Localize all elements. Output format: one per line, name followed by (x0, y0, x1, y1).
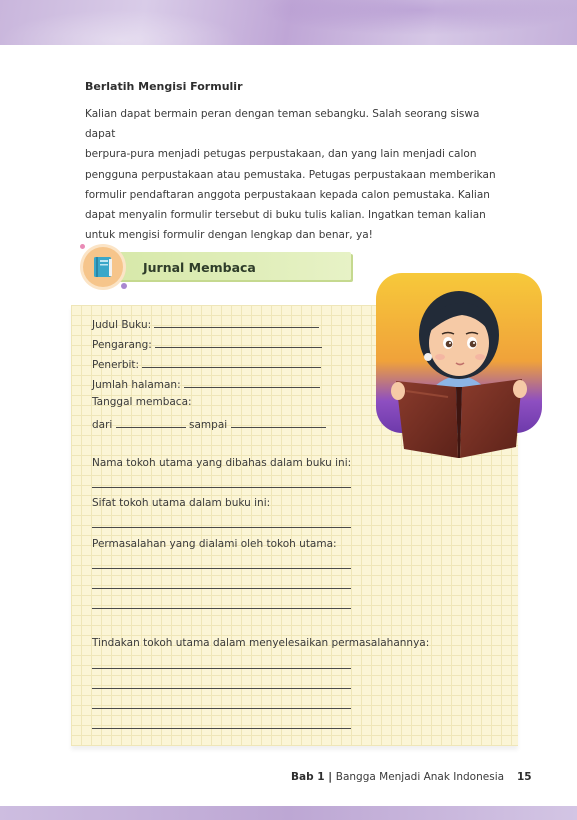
question-tindakan: Tindakan tokoh utama dalam menyelesaikan permasalahannya: (92, 637, 430, 649)
decor-dot (80, 244, 85, 249)
intro-paragraph (85, 104, 513, 245)
top-decorative-banner (0, 0, 577, 45)
section-title: Berlatih Mengisi Formulir (85, 80, 243, 93)
question-nama-tokoh: Nama tokoh utama yang dibahas dalam buku ini: (92, 457, 352, 469)
field-penerbit (92, 356, 321, 371)
field-label: Judul Buku: (92, 319, 152, 331)
field-jumlah-halaman (92, 376, 320, 391)
page-number: 15 (517, 771, 532, 783)
field-label: Jumlah halaman: (92, 379, 181, 391)
answer-line (92, 588, 351, 589)
question-sifat-tokoh: Sifat tokoh utama dalam buku ini: (92, 497, 271, 509)
field-label: Tanggal membaca: (92, 396, 192, 408)
answer-line (92, 668, 351, 669)
field-tanggal-membaca (92, 396, 192, 408)
intro-line: dapat menyalin formulir tersebut di buku tulis kalian. Ingatkan teman kalian (85, 209, 486, 222)
field-label: Penerbit: (92, 359, 140, 371)
chapter-label: Bab 1 (291, 771, 325, 783)
answer-line (92, 487, 351, 488)
blank-line (142, 356, 321, 368)
page-footer (291, 771, 504, 783)
blank-line (184, 376, 320, 388)
intro-line: berpura-pura menjadi petugas perpustakaan, dan yang lain menjadi calon (85, 148, 477, 161)
child-reading-illustration (376, 273, 542, 458)
book-icon (91, 255, 115, 279)
intro-line: Kalian dapat bermain peran dengan teman sebangku. Salah seorang siswa dapat (85, 108, 480, 141)
footer-separator: | (324, 771, 336, 783)
answer-line (92, 527, 351, 528)
blank-line (154, 316, 319, 328)
answer-line (92, 688, 351, 689)
field-pengarang (92, 336, 322, 351)
intro-line: pengguna perpustakaan atau pemustaka. Petugas perpustakaan memberikan (85, 168, 496, 181)
intro-line: untuk mengisi formulir dengan lengkap dan benar, ya! (85, 229, 373, 242)
journal-title: Jurnal Membaca (143, 260, 256, 275)
answer-line (92, 568, 351, 569)
bottom-decorative-strip (0, 806, 577, 820)
answer-line (92, 708, 351, 709)
decor-dot (121, 283, 127, 289)
answer-line (92, 608, 351, 609)
chapter-title: Bangga Menjadi Anak Indonesia (335, 771, 505, 783)
intro-line: formulir pendaftaran anggota perpustakaan kepada calon pemustaka. Kalian (85, 188, 490, 201)
field-label: Pengarang: (92, 339, 152, 351)
blank-line (231, 416, 326, 428)
field-label: dari (92, 419, 113, 431)
answer-line (92, 728, 351, 729)
blank-line (155, 336, 322, 348)
field-judul-buku (92, 316, 319, 331)
blank-line (116, 416, 186, 428)
question-permasalahan: Permasalahan yang dialami oleh tokoh utama: (92, 538, 337, 550)
field-date-range (92, 416, 326, 431)
book-badge (83, 247, 123, 287)
field-label: sampai (189, 419, 228, 431)
